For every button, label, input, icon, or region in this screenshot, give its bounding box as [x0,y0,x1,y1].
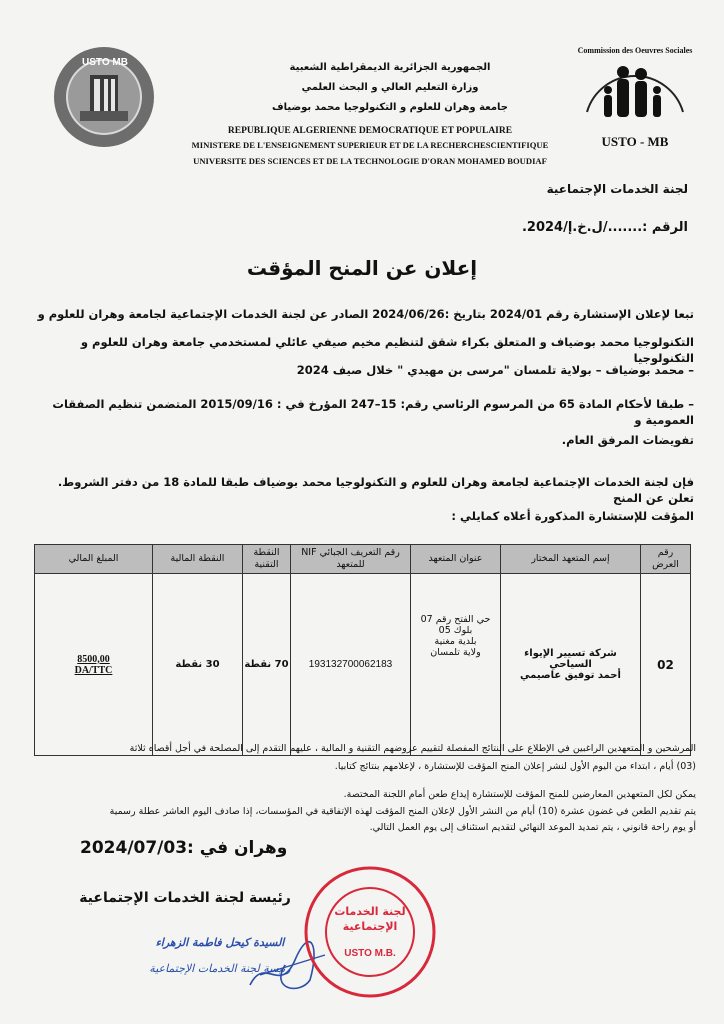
bidder-line-2: أحمد توفيق عاصيمي [520,670,621,681]
table-row [35,574,691,756]
university-ar: جامعة وهران للعلوم و التكنولوجيا محمد بوضياف [272,102,508,113]
cell-fin-score: 30 نقطة [153,574,243,756]
paragraph-3-line-2: المؤقت للإستشارة المذكورة أعلاه كمايلي : [451,509,694,523]
note-2-line-2: يتم تقديم الطعن في غضون عشرة (10) أيام من النشر الأول لإعلان المنح المؤقت لهذه الإتفاقية في المؤسسات، إذا صادف اليوم العاشر عطلة رسمية [109,806,696,817]
note-2-line-3: أو يوم راحة قانوني ، يتم تمديد الموعد النهائي لتقديم استئناف إلى يوم العمل التالي. [369,822,696,833]
cell-address [411,574,501,756]
cell-offer-no: 02 [641,574,691,756]
paragraph-1-line-2: التكنولوجيا محمد بوضياف و المتعلق بكراء شقق لتنظيم مخيم صيفي عائلي لمستخدمي جامعة وهران للعلوم و التكنولوجيا [80,335,694,365]
official-stamp [300,862,440,1002]
amount-currency: DA/TTC [74,664,113,676]
col-tech-score: النقطة التقنية [243,545,291,574]
cell-bidder [501,574,641,756]
paragraph-1-line-1: تبعا لإعلان الإستشارة رقم 2024/01 بتاريخ :2024/06/26 الصادر عن لجنة الخدمات الإجتماعية لجامعة وهران للعلوم و [37,307,694,321]
offers-table-wrap [34,544,691,756]
address-line-4: ولاية تلمسان [430,647,481,658]
col-address: عنوان المتعهد [411,545,501,574]
committee-label: لجنة الخدمات الإجتماعية [546,182,688,196]
logo-usto-text: USTO - MB [601,134,669,149]
address-line-3: بلدية مغنية [434,636,477,647]
col-offer-no: رقم العرض [641,545,691,574]
paragraph-3-line-1: فإن لجنة الخدمات الإجتماعية لجامعة وهران للعلوم و التكنولوجيا محمد بوضياف طبقا للمادة 18 من دفتر الشروط. تعلن عن المنح [57,475,694,505]
note-1-line-1: المرشحين و المتعهدين الراغبين في الإطلاع على النتائج المفصلة لتقييم عروضهم التقنية و المالية ، عليهم التقدم إلى المصلحة في أجل أقصاه ثلاثة [129,743,696,754]
amount-value: 8500,00 [77,653,110,665]
bidder-line-1: شركة تسيير الإيواء السياحي [524,648,617,670]
reference-number: الرقم :......./ل.خ.إ/2024. [521,220,688,235]
signatory-name: السيدة كيحل فاطمة الزهراء [155,936,285,949]
signature-title: رئيسة لجنة الخدمات الإجتماعية [79,890,291,906]
cell-amount [35,574,153,756]
col-bidder: إسم المتعهد المختار [501,545,641,574]
note-2-line-1: يمكن لكل المتعهدين المعارضين للمنح المؤقت للإستشارة إيداع طعن أمام اللجنة المختصة. [343,789,696,800]
oeuvres-sociales-logo [575,42,695,160]
address-line-2: بلوك 05 [438,625,473,636]
cell-nif: 193132700062183 [291,574,411,756]
logo-commission-text: Commission des Oeuvres Sociales [577,46,693,55]
note-1-line-2: (03) أيام ، ابتداء من اليوم الأول لنشر إعلان المنح المؤقت للإستشارة ، لإعلامهم بنتائج كتابيا. [334,761,696,772]
stamp-bottom-text: USTO M.B. [344,948,396,959]
usto-logo [52,45,157,150]
page-title: إعلان عن المنح المؤقت [246,256,478,280]
stamp-center-text: لجنة الخدمات الإجتماعية [334,905,406,933]
ministry-ar: وزارة التعليم العالي و البحث العلمي [301,82,479,93]
university-fr: UNIVERSITE DES SCIENCES ET DE LA TECHNOLOGIE D'ORAN MOHAMED BOUDIAF [193,156,547,166]
paragraph-2-line-1: – طبقا لأحكام المادة 65 من المرسوم الرئاسي رقم: 15–247 المؤرخ في : 2015/09/16 المتضمن تنظيم الصفقات العمومية و [52,397,694,427]
usto-logo-text: USTO MB [82,57,128,68]
address-line-1: حي الفتح رقم 07 [420,614,491,625]
col-amount: المبلغ المالي [35,545,153,574]
signatory-role: رئيسة لجنة الخدمات الإجتماعية [149,962,291,975]
cell-tech-score: 70 نقطة [243,574,291,756]
paragraph-2-line-2: تفويضات المرفق العام. [561,433,694,447]
republic-ar: الجمهورية الجزائرية الديمقراطية الشعبية [289,62,491,73]
paragraph-1-line-3: – محمد بوضياف – بولاية تلمسان "مرسى بن مهيدي " خلال صيف 2024 [296,363,694,377]
col-fin-score: النقطة المالية [153,545,243,574]
ministry-fr: MINISTERE DE L'ENSEIGNEMENT SUPERIEUR ET DE LA RECHERCHESCIENTIFIQUE [191,140,549,150]
table-header-row [35,545,691,574]
col-nif: رقم التعريف الجبائي NIF للمتعهد [291,545,411,574]
offers-table [34,544,691,756]
date-line: وهران في :2024/07/03 [80,838,288,858]
republic-fr: REPUBLIQUE ALGERIENNE DEMOCRATIQUE ET POPULAIRE [227,126,513,136]
